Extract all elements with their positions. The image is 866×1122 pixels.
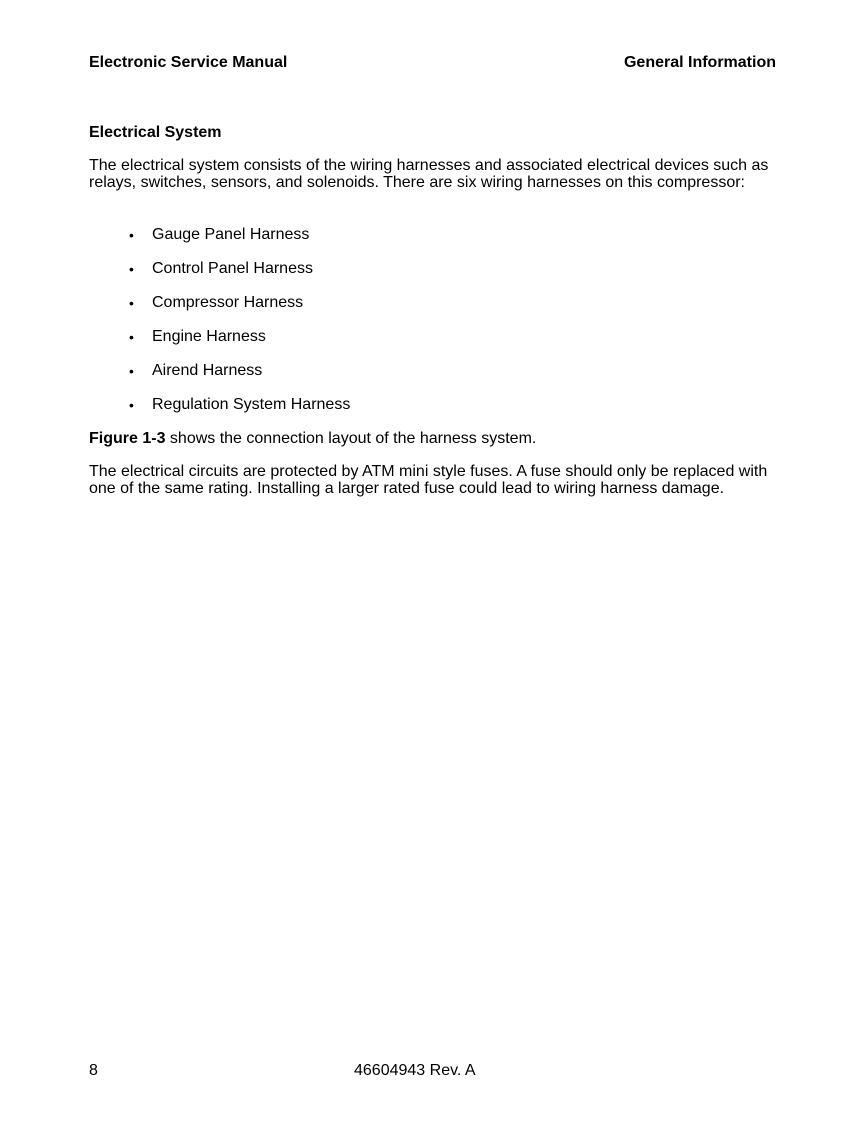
harness-label: Regulation System Harness bbox=[152, 396, 351, 413]
harness-label: Control Panel Harness bbox=[152, 260, 313, 277]
bullet-icon: • bbox=[129, 295, 134, 311]
harness-label: Compressor Harness bbox=[152, 294, 304, 311]
fuse-note-paragraph: The electrical circuits are protected by ATM mini style fuses. A fuse should only be replaced with one of the same rating. Installing a larger rated fuse could lead to wiring harness damage. bbox=[89, 463, 768, 497]
harness-label: Airend Harness bbox=[152, 362, 263, 379]
figure-reference-text: shows the connection layout of the harness system. bbox=[165, 430, 537, 447]
header-section-title: General Information bbox=[623, 54, 776, 71]
section-heading: Electrical System bbox=[89, 124, 222, 141]
bullet-icon: • bbox=[129, 397, 134, 413]
bullet-icon: • bbox=[129, 261, 134, 277]
bullet-icon: • bbox=[129, 227, 134, 243]
document-number: 46604943 Rev. A bbox=[354, 1062, 476, 1079]
harness-label: Engine Harness bbox=[152, 328, 266, 345]
page-number: 8 bbox=[89, 1062, 98, 1079]
bullet-icon: • bbox=[129, 363, 134, 379]
figure-reference-link: Figure 1-3 bbox=[89, 430, 166, 447]
harness-label: Gauge Panel Harness bbox=[152, 226, 310, 243]
header-manual-title: Electronic Service Manual bbox=[89, 54, 288, 71]
bullet-icon: • bbox=[129, 329, 134, 345]
figure-reference-paragraph bbox=[89, 429, 536, 449]
intro-paragraph: The electrical system consists of the wiring harnesses and associated electrical devices such as relays, switches, sensors, and solenoids. There are six wiring harnesses on this compressor: bbox=[89, 157, 769, 191]
